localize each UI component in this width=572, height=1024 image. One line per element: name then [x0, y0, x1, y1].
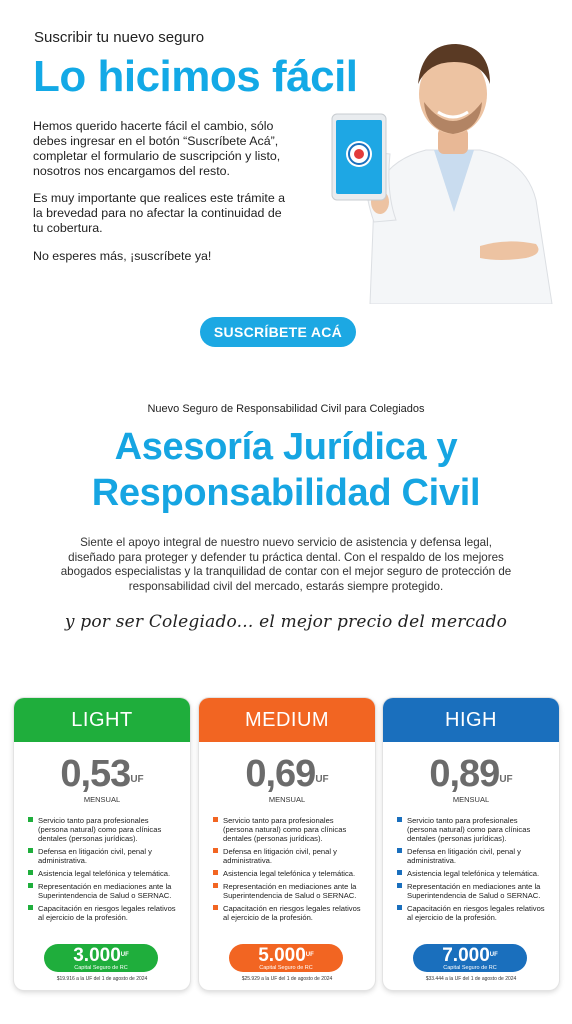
section-title-line-2: Responsabilidad Civil	[91, 472, 481, 514]
bullet-square-icon	[397, 870, 402, 875]
plan-period: MENSUAL	[268, 795, 306, 804]
plans-grid	[14, 698, 560, 990]
hero-paragraph-3: No esperes más, ¡suscríbete ya!	[33, 249, 212, 263]
bullet-square-icon	[28, 905, 33, 910]
plan-name: HIGH	[383, 698, 559, 742]
plan-card-light[interactable]	[14, 698, 190, 990]
plan-name: LIGHT	[14, 698, 190, 742]
section-kicker: Nuevo Seguro de Responsabilidad Civil para Colegiados	[147, 403, 425, 415]
subscribe-button[interactable]: SUSCRÍBETE ACÁ	[200, 317, 356, 347]
bullet-square-icon	[213, 905, 218, 910]
feature-text: Representación en mediaciones ante la Superintendencia de Salud o SERNAC.	[38, 882, 172, 900]
capital-value: 7.000	[442, 945, 490, 966]
capital-unit: UF	[305, 952, 314, 958]
feature-text: Defensa en litigación civil, penal y administrativa.	[407, 847, 521, 865]
hero-title: Lo hicimos fácil	[33, 52, 358, 101]
plan-price-value: 0,53	[60, 753, 131, 795]
feature-text: Servicio tanto para profesionales (persona natural) como para clínicas dentales (personas jurídicas).	[407, 816, 531, 843]
plan-feature	[213, 816, 363, 843]
plan-feature	[28, 882, 178, 900]
plan-feature	[397, 847, 547, 865]
plan-features	[397, 816, 547, 922]
capital-label: Capital Seguro de RC	[259, 965, 313, 971]
hero-section	[0, 0, 572, 310]
plan-card-medium[interactable]	[199, 698, 375, 990]
plan-feature	[397, 904, 547, 922]
feature-text: Capacitación en riesgos legales relativos al ejercicio de la profesión.	[38, 904, 176, 922]
capital-value: 3.000	[73, 945, 121, 966]
plan-feature	[397, 869, 547, 878]
plan-footnote: $33.444 a la UF del 1 de agosto de 2024	[425, 976, 517, 982]
script-tagline: y por ser Colegiado... el mejor precio del mercado	[64, 612, 508, 632]
feature-text: Representación en mediaciones ante la Superintendencia de Salud o SERNAC.	[407, 882, 541, 900]
bullet-square-icon	[397, 817, 402, 822]
plan-feature	[28, 816, 178, 843]
plan-feature	[28, 869, 178, 878]
bullet-square-icon	[28, 870, 33, 875]
hero-paragraph-1: Hemos querido hacerte fácil el cambio, sólo debes ingresar en el botón “Suscríbete Acá”, completar el formulario de suscripción y listo, nosotros nos encargamos del resto.	[33, 119, 281, 178]
capital-badge	[413, 944, 527, 972]
bullet-square-icon	[213, 870, 218, 875]
plan-period: MENSUAL	[83, 795, 121, 804]
feature-text: Capacitación en riesgos legales relativos al ejercicio de la profesión.	[223, 904, 361, 922]
bullet-square-icon	[213, 817, 218, 822]
bullet-square-icon	[213, 883, 218, 888]
plan-feature	[28, 847, 178, 865]
capital-badge	[44, 944, 158, 972]
capital-badge	[229, 944, 343, 972]
plan-feature	[28, 904, 178, 922]
feature-text: Capacitación en riesgos legales relativos al ejercicio de la profesión.	[407, 904, 545, 922]
capital-amount	[229, 944, 343, 965]
capital-amount	[413, 944, 527, 965]
bullet-square-icon	[28, 883, 33, 888]
plan-footnote: $25.929 a la UF del 1 de agosto de 2024	[241, 976, 333, 982]
feature-text: Defensa en litigación civil, penal y administrativa.	[38, 847, 152, 865]
plan-card-high[interactable]	[383, 698, 559, 990]
capital-amount	[44, 944, 158, 965]
plan-feature	[213, 847, 363, 865]
plan-period: MENSUAL	[452, 795, 490, 804]
bullet-square-icon	[397, 883, 402, 888]
capital-unit: UF	[120, 952, 129, 958]
plan-features	[28, 816, 178, 922]
plan-price	[383, 754, 559, 794]
capital-label: Capital Seguro de RC	[443, 965, 497, 971]
plan-feature	[213, 882, 363, 900]
bullet-square-icon	[28, 817, 33, 822]
plan-name: MEDIUM	[199, 698, 375, 742]
plan-price-unit: UF	[499, 774, 513, 785]
plan-feature	[213, 904, 363, 922]
plan-price-value: 0,69	[245, 753, 316, 795]
section-title	[0, 424, 572, 516]
plan-price	[199, 754, 375, 794]
feature-text: Asistencia legal telefónica y telemática.	[407, 869, 540, 878]
bullet-square-icon	[397, 848, 402, 853]
hero-paragraph-2: Es muy importante que realices este trámite a la brevedad para no afectar la continuidad de tu cobertura.	[33, 191, 286, 235]
capital-unit: UF	[489, 952, 498, 958]
bullet-square-icon	[397, 905, 402, 910]
capital-label: Capital Seguro de RC	[74, 965, 128, 971]
bullet-square-icon	[213, 848, 218, 853]
feature-text: Representación en mediaciones ante la Superintendencia de Salud o SERNAC.	[223, 882, 357, 900]
feature-text: Asistencia legal telefónica y telemática.	[223, 869, 356, 878]
plan-feature	[397, 882, 547, 900]
plan-feature	[213, 869, 363, 878]
plan-price-value: 0,89	[429, 753, 500, 795]
bullet-square-icon	[28, 848, 33, 853]
feature-text: Asistencia legal telefónica y telemática.	[38, 869, 171, 878]
feature-text: Servicio tanto para profesionales (persona natural) como para clínicas dentales (personas jurídicas).	[38, 816, 162, 843]
feature-text: Servicio tanto para profesionales (persona natural) como para clínicas dentales (personas jurídicas).	[223, 816, 347, 843]
section-paragraph: Siente el apoyo integral de nuestro nuevo servicio de asistencia y defensa legal, diseñado para proteger y defender tu práctica dental. Con el respaldo de los mejores abogados especialistas y la tranquilidad de contar con el mejor seguro de protección de responsabilidad civil del mercado, estarás siempre protegido.	[60, 536, 512, 593]
plan-price-unit: UF	[315, 774, 329, 785]
doctor-with-tablet-image	[330, 32, 562, 304]
plan-price-unit: UF	[130, 774, 144, 785]
plan-price	[14, 754, 190, 794]
plan-feature	[397, 816, 547, 843]
plan-features	[213, 816, 363, 922]
section-title-line-1: Asesoría Jurídica y	[114, 426, 458, 468]
plan-footnote: $19.916 a la UF del 1 de agosto de 2024	[56, 976, 148, 982]
hero-kicker: Suscribir tu nuevo seguro	[34, 29, 205, 46]
feature-text: Defensa en litigación civil, penal y administrativa.	[223, 847, 337, 865]
capital-value: 5.000	[258, 945, 306, 966]
